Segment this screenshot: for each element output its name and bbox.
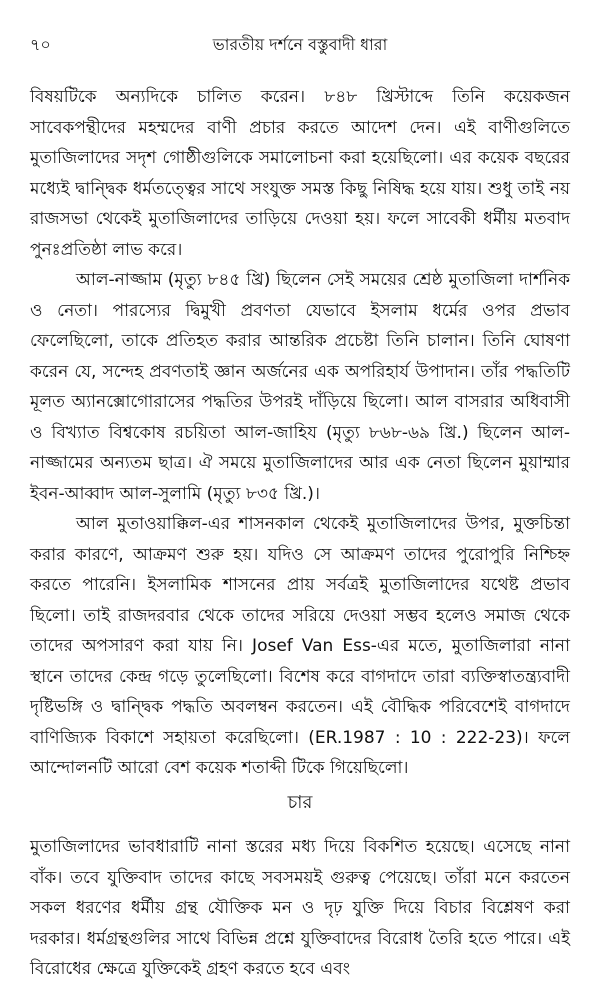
body-text — [30, 82, 570, 784]
running-head — [30, 32, 570, 54]
paragraph-3: আল মুতাওয়াক্কিল-এর শাসনকাল থেকেই মুতাজিলাদের উপর, মুক্তচিন্তা করার কারণে, আক্রমণ শুরু হয়। যদিও সে আক্রমণ তাদের পুরোপুরি নিশ্চিহ্ন করতে পারেনি। ইসলামিক শাসনের প্রায় সর্বত্রই মুতাজিলাদের যথেষ্ট প্রভাব ছিলো। তাই রাজদরবার থেকে তাদের সরিয়ে দেওয়া সম্ভব হলেও সমাজ থেকে তাদের অপসারণ করা যায় নি। Josef Van Ess-এর মতে, মুতাজিলারা নানা স্থানে তাদের কেন্দ্র গড়ে তুলেছিলো। বিশেষ করে বাগদাদে তারা ব্যক্তিস্বাতন্ত্র্যবাদী দৃষ্টিভঙ্গি ও দ্বান্দ্বিক পদ্ধতি অবলম্বন করতেন। এই বৌদ্ধিক পরিবেশেই বাগদাদে বাণিজ্যিক বিকাশে সহায়তা করেছিলো। (ER.1987 : 10 : 222-23)। ফলে আন্দোলনটি আরো বেশ কয়েক শতাব্দী টিকে গিয়েছিলো। — [30, 514, 570, 778]
page-number: ৭০ — [30, 35, 51, 54]
paragraph-1: বিষয়টিকে অন্যদিকে চালিত করেন। ৮৪৮ খ্রিস্টাব্দে তিনি কয়েকজন সাবেকপন্থীদের মহম্মদের বাণী প্রচার করতে আদেশ দেন। এই বাণীগুলিতে মুতাজিলাদের সদৃশ গোষ্ঠীগুলিকে সমালোচনা করা হয়েছিলো। এর কয়েক বছরের মধ্যেই দ্বান্দ্বিক ধর্মতত্ত্বের সাথে সংযুক্ত সমস্ত কিছু নিষিদ্ধ হয়ে যায়। শুধু তাই নয় রাজসভা থেকেই মুতাজিলাদের তাড়িয়ে দেওয়া হয়। ফলে সাবেকী ধর্মীয় মতবাদ পুনঃপ্রতিষ্ঠা লাভ করে। — [30, 87, 570, 260]
section-heading: চার — [287, 792, 313, 813]
section-body-text — [30, 832, 570, 985]
paragraph-2: আল-নাজ্জাম (মৃত্যু ৮৪৫ খ্রি) ছিলেন সেই সময়ের শ্রেষ্ঠ মুতাজিলা দার্শনিক ও নেতা। পারস্যের দ্বিমুখী প্রবণতা যেভাবে ইসলাম ধর্মের ওপর প্রভাব ফেলেছিলো, তাকে প্রতিহত করার আন্তরিক প্রচেষ্টা তিনি চালান। তিনি ঘোষণা করেন যে, সন্দেহ প্রবণতাই জ্ঞান অর্জনের এক অপরিহার্য উপাদান। তাঁর পদ্ধতিটি মূলত অ্যানক্সোগোরাসের পদ্ধতির উপরই দাঁড়িয়ে ছিলো। আল বাসরার অধিবাসী ও বিখ্যাত বিশ্বকোষ রচয়িতা আল-জাহিয (মৃত্যু ৮৬৮-৬৯ খ্রি.) ছিলেন আল-নাজ্জামের অন্যতম ছাত্র। ঐ সময়ে মুতাজিলাদের আর এক নেতা ছিলেন মুয়াম্মার ইবন-আব্বাদ আল-সুলামি (মৃত্যু ৮৩৫ খ্রি.)। — [30, 270, 570, 504]
section-paragraph-1: মুতাজিলাদের ভাবধারাটি নানা স্তরের মধ্য দিয়ে বিকশিত হয়েছে। এসেছে নানা বাঁক। তবে যুক্তিবাদ তাদের কাছে সবসময়ই গুরুত্ব পেয়েছে। তাঁরা মনে করতেন সকল ধরণের ধর্মীয় গ্রন্থ যৌক্তিক মন ও দৃঢ় যুক্তি দিয়ে বিচার বিশ্লেষণ করা দরকার। ধর্মগ্রন্থগুলির সাথে বিভিন্ন প্রশ্নে যুক্তিবাদের বিরোধ তৈরি হতে পারে। এই বিরোধের ক্ষেত্রে যুক্তিকেই গ্রহণ করতে হবে এবং — [30, 837, 570, 979]
running-head-title: ভারতীয় দর্শনে বস্তুবাদী ধারা — [212, 35, 388, 54]
